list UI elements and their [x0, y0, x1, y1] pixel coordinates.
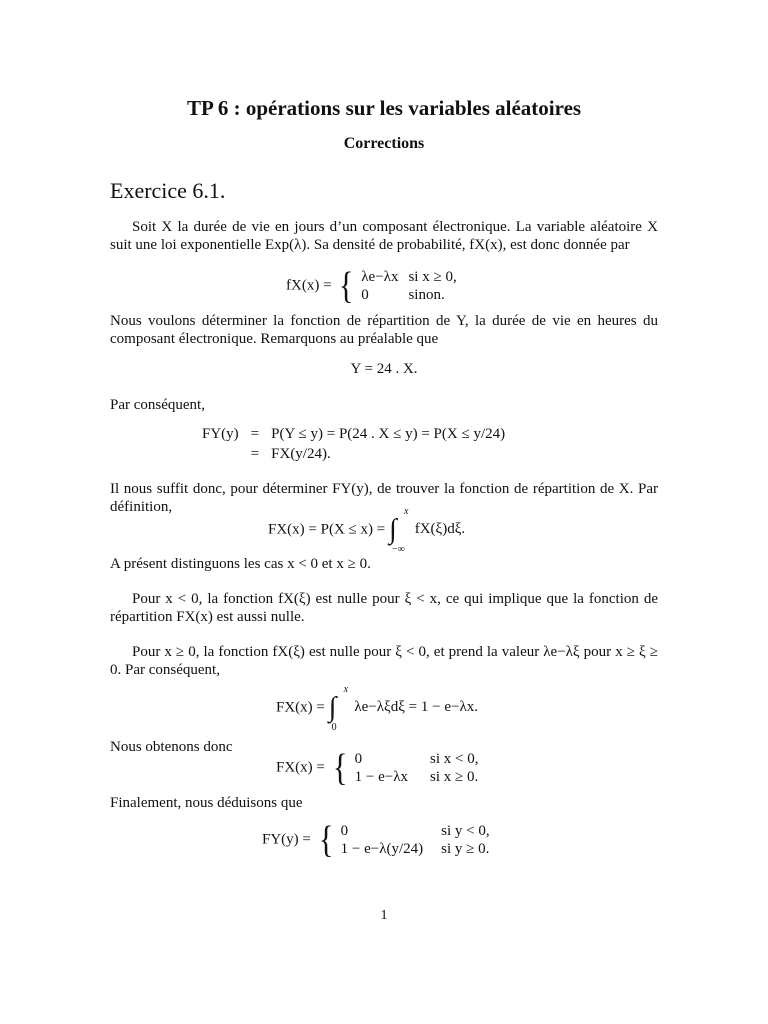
left-brace-icon: {: [339, 265, 354, 307]
paragraph-cases: A présent distinguons les cas x < 0 et x ≥ 0.: [110, 556, 371, 572]
equation-fx-integral-lhs: FX(x) =: [276, 699, 325, 716]
align-rhs: P(Y ≤ y) = P(24 . X ≤ y) = P(X ≤ y/24): [271, 425, 506, 442]
integral-lower-bound: 0: [331, 722, 337, 733]
equation-density-cases: [361, 268, 466, 304]
equation-y-definition: Y = 24 . X.: [350, 361, 418, 377]
paragraph-method: Il nous suffit donc, pour déterminer FY(y), de trouver la fonction de répartition de X. Par définition,: [110, 481, 658, 515]
equation-fx-definition-lhs: FX(x) = P(X ≤ x) =: [268, 521, 386, 538]
case-value: 0: [361, 287, 369, 303]
paragraph-intro: Soit X la durée de vie en jours d’un composant électronique. La variable aléatoire X suit une loi exponentielle Exp(λ). Sa densité de probabilité, fX(x), est donc donnée par: [110, 219, 658, 253]
equation-fy-result: [262, 819, 500, 861]
case-condition: si x < 0,: [429, 751, 479, 767]
equation-fx-result-lhs: FX(x) =: [276, 759, 325, 776]
equation-density: [286, 265, 467, 307]
paragraph-conclusion: Finalement, nous déduisons que: [110, 795, 303, 811]
integral-icon: ∫ x −∞: [388, 506, 409, 555]
case-value: 0: [340, 823, 349, 839]
integral-result: λe−λξdξ = 1 − e−λx.: [354, 699, 478, 716]
paragraph-goal: Nous voulons déterminer la fonction de répartition de Y, la durée de vie en heures du composant électronique. Remarquons au préalable que: [110, 313, 658, 347]
integral-upper-bound: x: [343, 684, 349, 695]
equation-fy-aligned: [196, 424, 511, 464]
left-brace-icon: {: [318, 819, 334, 861]
integral-upper-bound: x: [403, 506, 409, 517]
case-condition: si y < 0,: [441, 823, 490, 839]
integral-icon: ∫ x 0: [328, 684, 349, 733]
page-number: 1: [380, 908, 388, 923]
paragraph-negative-case: Pour x < 0, la fonction fX(ξ) est nulle pour ξ < x, ce qui implique que la fonction de répartition FX(x) est aussi nulle.: [110, 591, 658, 625]
equation-fy-result-cases: [341, 822, 500, 858]
integral-integrand: fX(ξ)dξ.: [414, 521, 466, 538]
paragraph-positive-case: Pour x ≥ 0, la fonction fX(ξ) est nulle pour ξ < 0, et prend la valeur λe−λξ pour x ≥ ξ ≥ 0. Par conséquent,: [110, 644, 658, 678]
case-condition: si y ≥ 0.: [441, 841, 490, 857]
align-eq-sign: =: [250, 425, 260, 442]
equation-fx-integral: [276, 684, 478, 733]
equation-fy-result-lhs: FY(y) =: [262, 831, 311, 848]
paragraph-obtain: Nous obtenons donc: [110, 739, 233, 755]
case-value: 1 − e−λ(y/24): [340, 841, 424, 857]
case-value: λe−λx: [361, 269, 399, 285]
document-subtitle: Corrections: [343, 135, 425, 152]
align-rhs: FX(y/24).: [271, 445, 331, 462]
align-eq-sign: =: [250, 445, 260, 462]
align-lhs: FY(y): [202, 425, 239, 442]
case-condition: si x ≥ 0,: [408, 269, 457, 285]
case-condition: sinon.: [408, 287, 445, 303]
case-value: 0: [354, 751, 363, 767]
equation-fx-definition: [268, 506, 466, 555]
equation-density-lhs: fX(x) =: [286, 277, 332, 294]
left-brace-icon: {: [332, 747, 348, 789]
section-heading: Exercice 6.1.: [110, 178, 226, 203]
case-value: 1 − e−λx: [354, 769, 408, 785]
document-title: TP 6 : opérations sur les variables aléatoires: [186, 96, 582, 120]
equation-fx-result-cases: [355, 750, 489, 786]
case-condition: si x ≥ 0.: [429, 769, 479, 785]
integral-lower-bound: −∞: [391, 544, 405, 555]
equation-fx-result: [276, 747, 488, 789]
paragraph-consequence: Par conséquent,: [110, 397, 205, 413]
